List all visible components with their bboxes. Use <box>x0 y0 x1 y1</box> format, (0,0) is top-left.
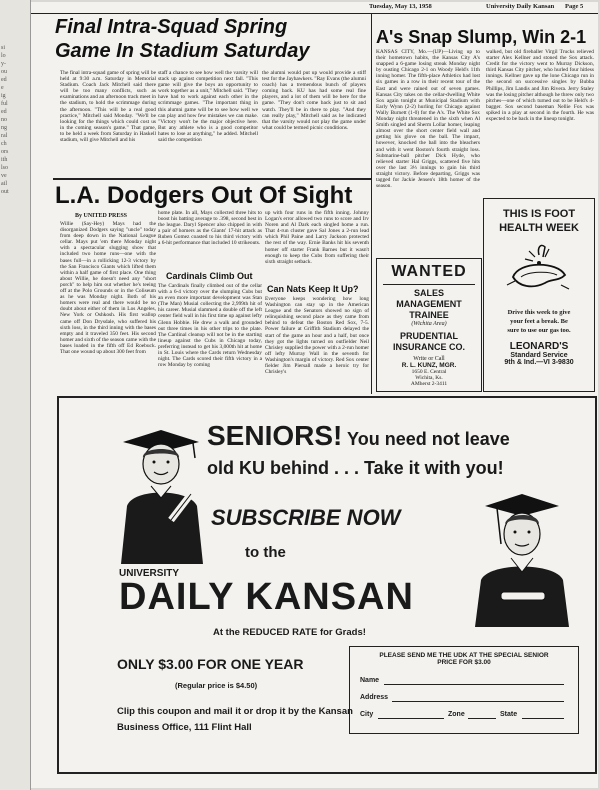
facing-page-edge <box>0 0 31 790</box>
dodgers-col3b: Everyone keeps wondering how long Washington can stay up in the American League and the Senators showed no sign of relinquishing second place as they came from behind to defeat the Boston Red Sox, 7-5. Power failure at Griffith Stadium delayed the start of the game an hour and a half, but once they got the lights turned on outfielder Neil Chrisley supplied the power with a 2-run homer off lefty Murray Wall in the seventh for Washington's margin of victory. Red Sox center fielder Jim Piersall made a heroic try for Chrisley's <box>265 296 369 376</box>
foot-title2: HEALTH WEEK <box>499 222 579 234</box>
wanted-company2: INSURANCE CO. <box>392 342 465 352</box>
coupon-address-label: Address <box>360 694 389 701</box>
edge-fragment: ral <box>1 133 8 139</box>
scrimmage-col1: The final intra-squad game of spring will be held at 9:30 a.m. Saturday in Memorial Stadium. Coach Jack Mitchell said there will be too many conflicts, such as examinations and an afternoon track meet in the stadium, to hold the scrimmage during the afternoon. "This will be a real good practice," Mitchell said Monday. "We'll be looking for the things which could cost us in the coming season's game." That game, to be held a week from Saturday in Haskell stadium, will give Mitchell and his <box>60 70 156 144</box>
wanted-line1: SALES <box>413 288 444 298</box>
scrimmage-col2: staff a chance to see how well the varsity will stack up against competition next fall. "This game will give the boys an opportunity to work together as a unit," Mitchell said. "They have had to work against each other in the scrimmage games. "The important thing in this alumni game will be to see how well we can play and how few mistakes we can make. "Victory won't be the major objective here. But any athlete who is a good competitor hates to lose at anything," he added. Mitchell said the competition <box>158 70 258 144</box>
scrimmage-col3: the alumni would put up would provide a stiff test for the Jayhawkers. "Ray Evans (the alumni coach) has a tremendous bunch of players coming back. KU has had some real fine players, and a lot of them will be here for the game. "They don't come back just to sit and watch. They'll be in there to play. "And they can really play," Mitchell said as he indicated that the varsity would not play the game under what could be termed picnic conditions. <box>262 70 366 131</box>
edge-fragment: e <box>1 85 4 91</box>
coupon-zone-label: Zone <box>448 711 465 718</box>
edge-fragment: ng <box>1 125 7 131</box>
edge-fragment: ve <box>1 173 7 179</box>
cardinals-subhead: Cardinals Climb Out <box>166 271 253 281</box>
ad-subscribe: SUBSCRIBE NOW <box>211 505 401 530</box>
ad-tothe: to the <box>245 544 286 561</box>
wanted-addr2: Wichita, Ks. <box>415 375 443 381</box>
wanted-line2: MANAGEMENT <box>396 299 462 309</box>
coupon-state-label: State <box>500 711 518 718</box>
wanted-company1: PRUDENTIAL <box>400 331 458 341</box>
header-date: Tuesday, May 13, 1958 <box>369 3 432 10</box>
edge-fragment: ed <box>1 77 7 83</box>
edge-fragment: out <box>1 189 9 195</box>
athletics-headline: A's Snap Slump, Win 2-1 <box>376 27 587 47</box>
foot-service: Standard Service <box>510 352 568 359</box>
foot-body2: your feet a break. Be <box>510 318 568 325</box>
foot-body3: sure to use our gas too. <box>507 327 571 334</box>
foot-title1: THIS IS FOOT <box>502 208 576 220</box>
wanted-write: Write or Call <box>413 356 445 362</box>
wanted-title: WANTED <box>391 263 467 280</box>
ad-need: You need not leave <box>342 429 510 449</box>
edge-fragment: ig <box>1 93 6 99</box>
ad-seniors-line <box>207 420 510 452</box>
edge-fragment: ors <box>1 149 9 155</box>
edge-fragment: y- <box>1 61 6 67</box>
wanted-contact: R. L. KUNZ, MGR. <box>401 362 457 369</box>
wanted-ad <box>376 258 482 392</box>
nats-subhead: Can Nats Keep It Up? <box>267 284 359 294</box>
foot-cartoon-icon <box>499 237 579 299</box>
newspaper-page <box>31 2 598 788</box>
dodgers-headline: L.A. Dodgers Out Of Sight <box>55 182 353 209</box>
ad-seniors: SENIORS! <box>207 420 343 451</box>
dodgers-col1: Willie (Say-Hey) Mays had the disorganized Dodgers saying "uncle" today from deep down in the National League cellar. Mays put 'em there Monday night with a spectacular slugging show that included two home runs—one with the bases full—in a rollicking 12-3 victory by the San Francisco Giants which lifted them within a half game of first place. One thing about Willie, he doesn't need any "short porch" to help him out whether he's teeing off at the Polo Grounds or in the Coliseum as he was Monday night. Both of his homers were real and there would be no doubt about either of them in Los Angeles, New York or Oshkosh. His first wallop came off Don Drysdale, who suffered his sixth loss, in the third inning with the bases empty and it traveled 350 feet. His second homer and sixth of the season came with the bases loaded in the fifth off Ed Roebuck. That one wound up about 300 feet from <box>60 221 156 355</box>
coupon-title2: PRICE FOR $3.00 <box>437 659 491 666</box>
ad-clip1: Clip this coupon and mail it or drop it by the Kansan <box>117 706 353 717</box>
foot-name: LEONARD'S <box>509 341 569 352</box>
wanted-rule <box>383 284 475 285</box>
dodgers-col3: up with four runs in the fifth inning. Johnny Logan's error allowed two runs to score and Irv Noren and Al Dark each singled home a run. That 4-run cluster gave Sal Jones a 2-run lead which Phil Paine and Larry Jackson protected the rest of the way. Ernie Banks hit his seventh homer off starter Frank Barnes but it wasn't enough to keep the Cubs from suffering their sixth straight setback. <box>265 210 369 265</box>
coupon-city-label: City <box>360 711 374 718</box>
ad-daily-kansan: DAILY KANSAN <box>119 576 414 618</box>
coupon-title1: PLEASE SEND ME THE UDK AT THE SPECIAL SENIOR <box>379 652 549 659</box>
coupon-name-label: Name <box>360 677 380 684</box>
dodgers-col2: home plate. In all, Mays collected three hits to boost his batting average to .398, second best in the league. Daryl Spencer also chipped in with a pair of homers as the Giants' 17-hit attack as Ruben Gomez coasted to his third victory with a 6-hit performance that included 10 strikeouts. <box>158 210 262 247</box>
coupon-name-field[interactable] <box>384 684 564 685</box>
kansan-subscription-ad <box>57 396 597 774</box>
foot-health-ad <box>483 198 595 392</box>
edge-fragment: ful <box>1 101 8 107</box>
foot-address: 9th & Ind.—VI 3-9830 <box>504 359 574 366</box>
ad-clip2: Business Office, 111 Flint Hall <box>117 722 252 733</box>
coupon-state-field[interactable] <box>522 718 564 719</box>
edge-fragment: ail <box>1 181 7 187</box>
wanted-line3: TRAINEE <box>409 310 449 320</box>
ad-line2: old KU behind . . . Take it with you! <box>207 458 504 478</box>
scrimmage-headline-line2: Game In Stadium Saturday <box>55 40 310 62</box>
graduate-man-illustration <box>467 492 577 627</box>
dodgers-col2b: The Cardinals finally climbed out of the cellar with a 6-4 victory over the slumping Cubs but an even more important development was Stan (The Man) Musial collecting the 2,999th hit of his career. Musial slammed a double off the left center field wall in his first time up against lefty Glenn Hobbie. He drew a walk and grounded out three times in his other trips to the plate. The Cardinal cleanup will not be in the starting lineup against the Cubs in Chicago today, preferring instead to get his 3,000th hit at home in St. Louis where the Cards return Wednesday night. The Cards scored their fifth victory in a row Monday by coming <box>158 283 262 369</box>
edge-fragment: ith <box>1 157 8 163</box>
wanted-phone: AMherst 2-3411 <box>410 381 448 387</box>
wanted-area: (Wichita Area) <box>411 321 447 327</box>
foot-body1: Drive this week to give <box>507 309 571 316</box>
ad-reduced: At the REDUCED RATE for Grads! <box>213 627 366 638</box>
graduate-woman-illustration <box>113 424 209 564</box>
wanted-addr1: 1650 E. Central <box>411 369 447 375</box>
edge-fragment: ou <box>1 69 7 75</box>
athletics-col1: KANSAS CITY, Mo.—(UP)—Living up to their hometown habits, the Kansas City A's snapped a 6-game losing streak Monday night by ousting Chicago 2-1 on Woody Held's 11th inning homer. The fifth-place Athletics had lost six games in a row in their recent tour of the East and were rained out of seven games. Kansas City takes on the cellar-dwelling White Sox again tonight at Municipal Stadium with Early Wynn (2-2) hurling for Chicago against Wally Burnett (1-0) for the A's. The White Sox Monday night threatened in the sixth when Al Smith singled and Sherm Lollar homer, leaping almost over the short center field wall and getting his glove on the ball. The impact, however, knocked the ball into the bleachers and with it went Boston's fourth straight loss. Submarine-ball pitcher Dick Hyde, who relieved starter Hal Griggs, scattered five hits over the last 3⅓ innings to gain his third straight victory. Before departing, Griggs was tagged for Jackie Jensen's 18th homer of the season. <box>376 49 480 190</box>
ad-price: ONLY $3.00 FOR ONE YEAR <box>117 656 304 672</box>
header-paper: University Daily Kansan <box>486 3 555 10</box>
subscription-coupon[interactable] <box>349 646 579 734</box>
ad-regular: (Regular price is $4.50) <box>175 681 258 690</box>
athletics-col2: walked, but old fireballer Virgil Trucks relieved starter Alex Kellner and stoned the Sox attack. Credit for the victory went to Murray Dickson, third Kansas City pitcher, who hurled four hitless innings. Kellner gave up the lone Chicago run in the second on successive singles by Bubba Phillips, Jim Landis and Jim Rivera. Jerry Staley was the losing pitcher although he threw only two pitches—one of which turned out to be Held's 4-bagger. Sox second baseman Nellie Fox was spiked in a play at second in the fourth. He was expected to be back in the lineup tonight. <box>486 49 594 123</box>
coupon-city-field[interactable] <box>378 718 444 719</box>
edge-fragment: lo <box>1 53 6 59</box>
edge-fragment: si <box>1 45 6 51</box>
edge-fragment: ed <box>1 109 7 115</box>
scrimmage-headline-line1: Final Intra-Squad Spring <box>55 16 288 38</box>
edge-fragment: no <box>1 117 7 123</box>
divider <box>53 178 371 180</box>
coupon-address-field[interactable] <box>392 701 564 702</box>
header-page: Page 5 <box>565 3 584 10</box>
edge-fragment: lso <box>1 165 9 171</box>
ad-university: UNIVERSITY <box>119 568 180 579</box>
dodgers-byline: By UNITED PRESS <box>75 213 128 219</box>
scrimmage-headline <box>55 15 375 63</box>
coupon-zone-field[interactable] <box>468 718 496 719</box>
edge-fragment: ch <box>1 141 7 147</box>
